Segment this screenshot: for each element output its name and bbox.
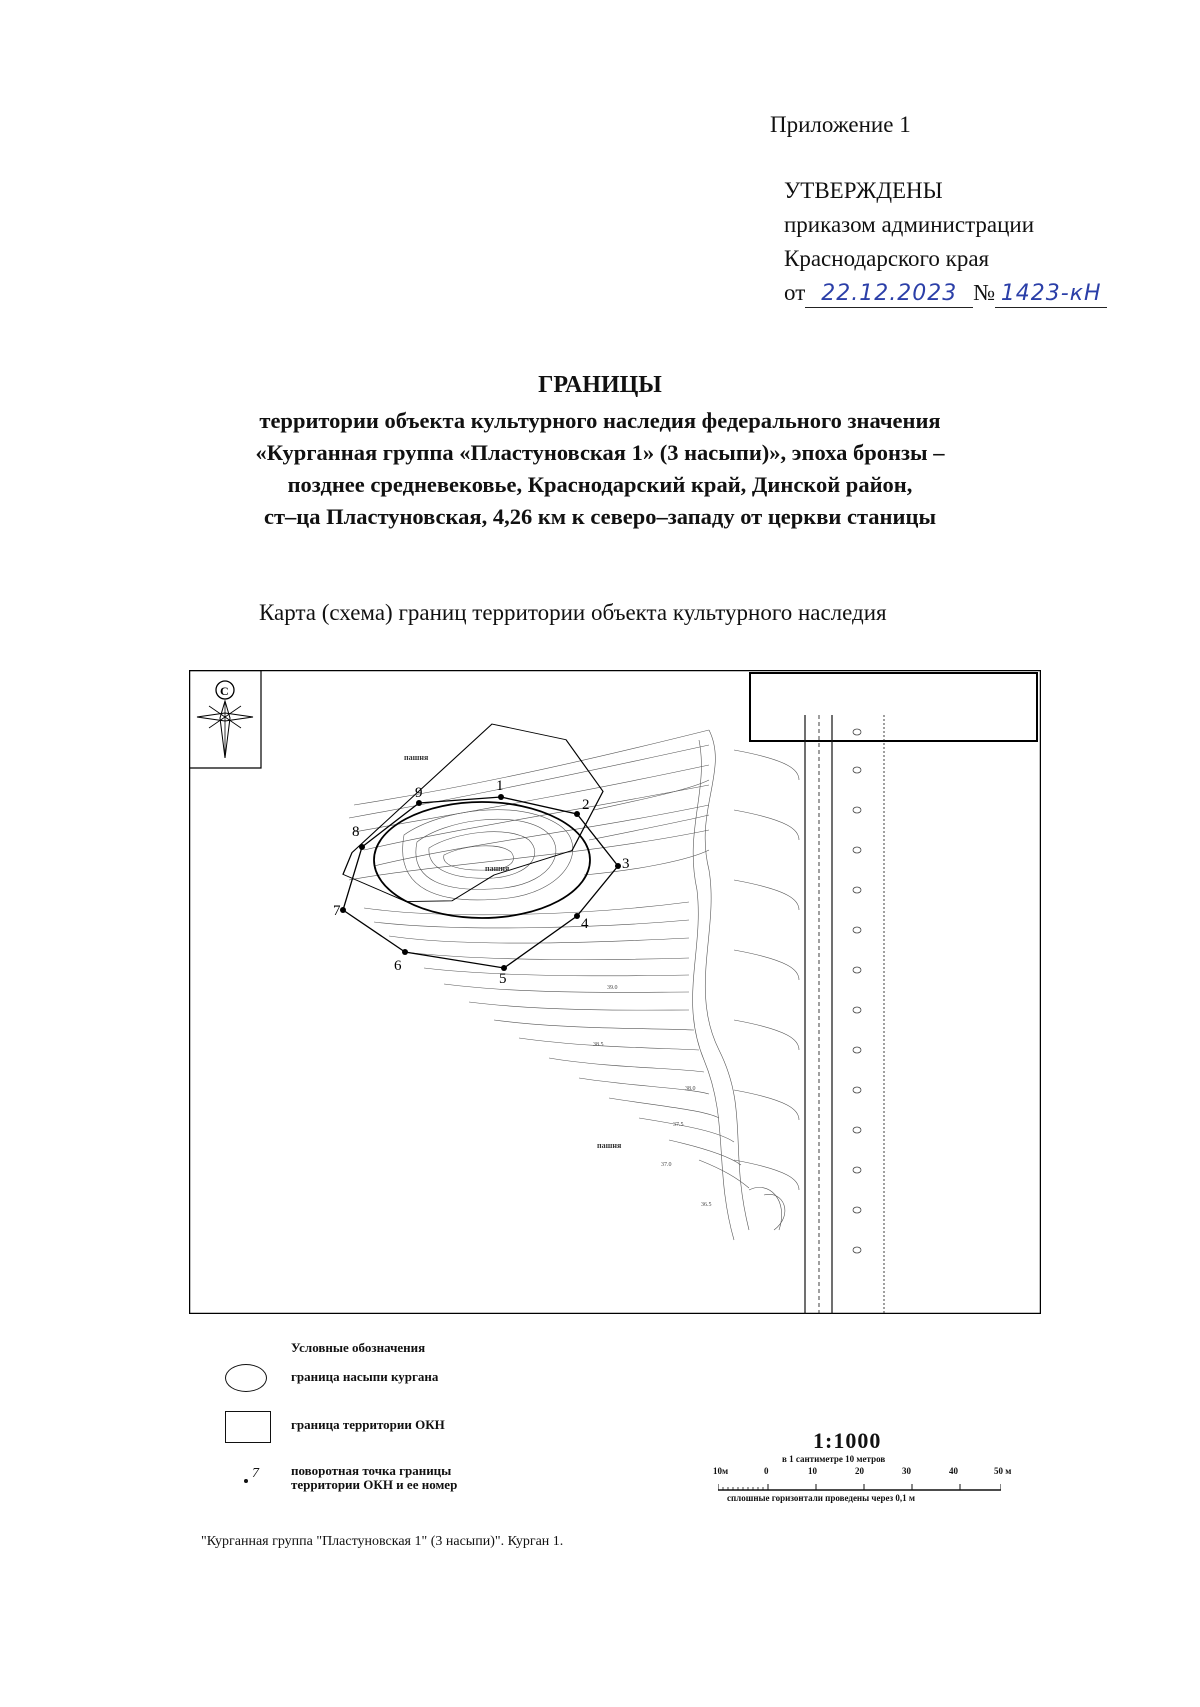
- field-label: пашня: [597, 1141, 622, 1150]
- point-number: 3: [622, 856, 630, 872]
- point-number: 8: [352, 824, 360, 840]
- point-number: 5: [499, 971, 507, 987]
- title-line-1: территории объекта культурного наследия федерального значения: [259, 408, 941, 433]
- contour-label: 38.0: [685, 1086, 696, 1092]
- number-prefix: №: [973, 280, 996, 305]
- scale-tick-label: 10м: [713, 1466, 729, 1476]
- legend-point-label-2: территории ОКН и ее номер: [291, 1477, 458, 1492]
- contour-label: 38.5: [593, 1042, 604, 1048]
- scale-tick-label: 50 м: [994, 1466, 1012, 1476]
- title-line-3: позднее средневековье, Краснодарский край, Динской район,: [287, 472, 913, 497]
- approval-date: 22.12.2023: [805, 281, 973, 308]
- title-line-4: ст–ца Пластуновская, 4,26 км к северо–западу от церкви станицы: [263, 504, 937, 529]
- scale-tick-label: 30: [902, 1466, 911, 1476]
- approval-date-line: [784, 276, 1107, 310]
- okn-rectangle-icon: [225, 1411, 271, 1443]
- boundary-map: [189, 670, 1041, 1314]
- scale-bar: [718, 1478, 1001, 1486]
- map-svg: [189, 670, 1041, 1314]
- contour-label: 36.5: [701, 1202, 712, 1208]
- point-number: 4: [581, 916, 589, 932]
- appendix-label: Приложение 1: [770, 112, 911, 137]
- contour-label: 37.0: [661, 1162, 672, 1168]
- document-title: ГРАНИЦЫ: [538, 372, 662, 398]
- legend-mound-label: граница насыпи кургана: [291, 1369, 439, 1384]
- legend-okn-label: граница территории ОКН: [291, 1417, 445, 1432]
- contours-note: сплошные горизонтали проведены через 0,1 м: [727, 1493, 915, 1503]
- date-prefix: от: [784, 280, 806, 305]
- field-label: пашня: [485, 864, 510, 873]
- contour-label: 37.5: [673, 1122, 684, 1128]
- point-number: 1: [496, 778, 504, 794]
- point-number: 6: [394, 958, 402, 974]
- turning-point-icon: [244, 1466, 259, 1483]
- approval-number: 1423-кН: [995, 281, 1107, 308]
- field-label: пашня: [404, 753, 429, 762]
- point-number: 2: [582, 797, 590, 813]
- contour-label: 39.0: [607, 985, 618, 991]
- map-frame: [190, 671, 1041, 1314]
- mound-ellipse-icon: [225, 1364, 267, 1392]
- compass-north-letter: С: [220, 684, 229, 698]
- title-line-2: «Курганная группа «Пластуновская 1» (3 насыпи)», эпоха бронзы –: [255, 440, 945, 465]
- map-footer-caption: "Курганная группа "Пластуновская 1" (3 насыпи)". Курган 1.: [201, 1534, 564, 1549]
- scale-tick-label: 10: [808, 1466, 817, 1476]
- scale-tick-label: 0: [764, 1466, 769, 1476]
- point-number: 7: [333, 903, 341, 919]
- scale-tick-label: 20: [855, 1466, 864, 1476]
- scale-bar-svg: [718, 1483, 1001, 1491]
- point-number: 9: [415, 785, 423, 801]
- scale-tick-label: 40: [949, 1466, 958, 1476]
- scale-ratio: 1:1000: [813, 1428, 882, 1453]
- approved-line-2: Краснодарского края: [784, 246, 990, 271]
- legend-title: Условные обозначения: [291, 1340, 426, 1355]
- legend-point-label-1: поворотная точка границы: [291, 1463, 452, 1478]
- scale-note: в 1 сантиметре 10 метров: [782, 1454, 886, 1464]
- approved-line-1: приказом администрации: [784, 212, 1035, 237]
- map-caption: Карта (схема) границ территории объекта культурного наследия: [259, 600, 887, 625]
- approved-label: УТВЕРЖДЕНЫ: [784, 178, 943, 203]
- legend-point-number: 7: [252, 1466, 259, 1481]
